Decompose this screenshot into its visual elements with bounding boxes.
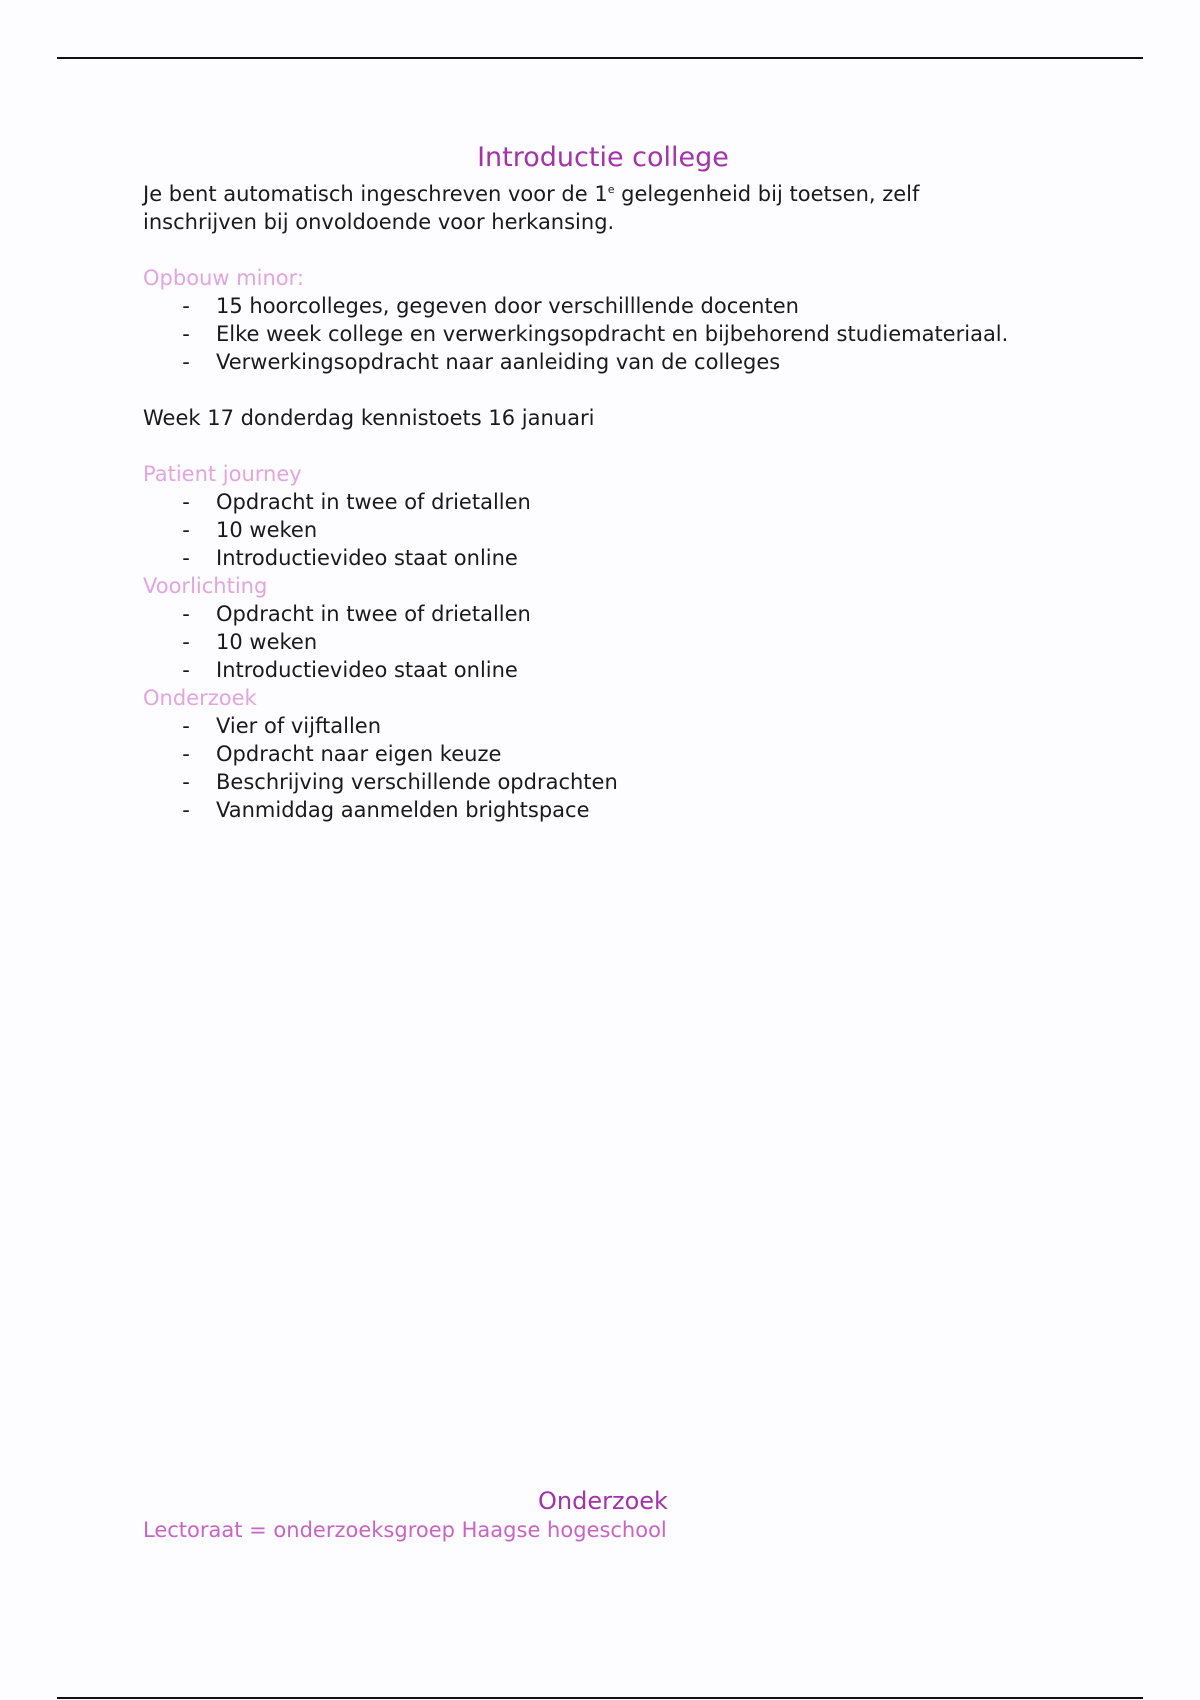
document-content [143,140,1063,824]
section-label-voorlichting: Voorlichting [143,574,268,598]
intro-line1: Je bent automatisch ingeschreven voor de 1 [143,182,608,206]
list-item [143,320,1063,348]
bottom-rule [57,1697,1143,1699]
dash-bullet: - [182,798,190,822]
list-item-text: Vanmiddag aanmelden brightspace [216,798,590,822]
lectoraat-line: Lectoraat = onderzoeksgroep Haagse hogeschool [143,1518,667,1542]
list-item-text: Beschrijving verschillende opdrachten [216,770,618,794]
list-item [143,768,1063,796]
opbouw-list [143,292,1063,376]
list-item [143,740,1063,768]
list-item-text: Opdracht in twee of drietallen [216,490,531,514]
list-item-text: 10 weken [216,518,318,542]
list-item-text: Introductievideo staat online [216,658,518,682]
page-title: Introductie college [477,142,729,173]
bottom-section-title: Onderzoek [538,1487,668,1515]
list-item-text: Vier of vijftallen [216,714,382,738]
dash-bullet: - [182,714,190,738]
intro-line2: inschrijven bij onvoldoende voor herkansing. [143,210,615,234]
patient-journey-list [143,488,1063,572]
dash-bullet: - [182,322,190,346]
dash-bullet: - [182,602,190,626]
list-item [143,516,1063,544]
section-label-onderzoek: Onderzoek [143,686,257,710]
top-rule [57,57,1143,59]
dash-bullet: - [182,518,190,542]
list-item [143,796,1063,824]
dash-bullet: - [182,742,190,766]
dash-bullet: - [182,630,190,654]
list-item [143,628,1063,656]
list-item [143,656,1063,684]
intro-line1-rest: gelegenheid bij toetsen, zelf [614,182,920,206]
list-item [143,600,1063,628]
intro-superscript: e [607,183,615,196]
list-item [143,712,1063,740]
week-line: Week 17 donderdag kennistoets 16 januari [143,406,595,430]
list-item-text: Opdracht naar eigen keuze [216,742,502,766]
list-item [143,292,1063,320]
list-item-text: Introductievideo staat online [216,546,518,570]
list-item-text: Opdracht in twee of drietallen [216,602,531,626]
dash-bullet: - [182,658,190,682]
list-item-text: Verwerkingsopdracht naar aanleiding van de colleges [216,350,781,374]
dash-bullet: - [182,294,190,318]
list-item-text: Elke week college en verwerkingsopdracht en bijbehorend studiemateriaal. [216,322,1009,346]
intro-paragraph [143,176,1063,236]
list-item-text: 15 hoorcolleges, gegeven door verschilllende docenten [216,294,799,318]
list-item-text: 10 weken [216,630,318,654]
bottom-section [143,1486,1063,1544]
dash-bullet: - [182,546,190,570]
voorlichting-list [143,600,1063,684]
list-item [143,488,1063,516]
section-label-opbouw: Opbouw minor: [143,266,304,290]
dash-bullet: - [182,490,190,514]
list-item [143,348,1063,376]
onderzoek-list [143,712,1063,824]
dash-bullet: - [182,770,190,794]
dash-bullet: - [182,350,190,374]
list-item [143,544,1063,572]
section-label-patient-journey: Patient journey [143,462,302,486]
